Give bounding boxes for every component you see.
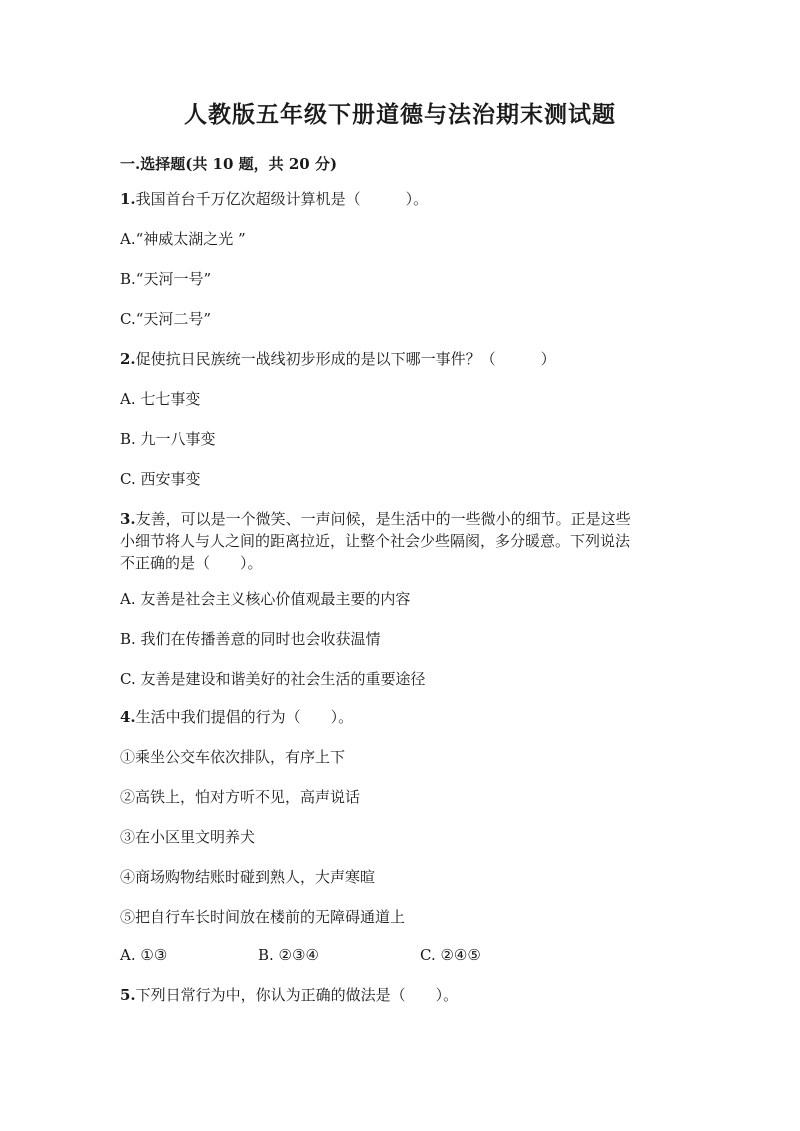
question-5 xyxy=(120,984,458,1006)
question-stem-line-1: 3.友善，可以是一个微笑、一声问候，是生活中的一些微小的细节。正是这些 xyxy=(120,510,631,528)
q3-option-b: B. 我们在传播善意的同时也会收获温情 xyxy=(120,630,381,648)
question-number: 3. xyxy=(120,510,136,528)
q4-item-4: ④商场购物结账时碰到熟人，大声寒暄 xyxy=(120,868,376,886)
q4-item-3: ③在小区里文明养犬 xyxy=(120,828,256,846)
q1-option-c: C.“天河二号” xyxy=(120,310,212,328)
question-4 xyxy=(120,706,353,728)
q2-option-a: A. 七七事变 xyxy=(120,390,201,408)
q4-option-b: B. ②③④ xyxy=(258,946,319,964)
q4-item-1: ①乘坐公交车依次排队，有序上下 xyxy=(120,748,346,766)
q4-item-5: ⑤把自行车长时间放在楼前的无障碍通道上 xyxy=(120,908,406,926)
question-stem-line-3: 不正确的是（ ）。 xyxy=(120,554,263,572)
question-3 xyxy=(120,508,685,574)
q4-option-a: A. ①③ xyxy=(120,946,168,964)
q3-option-a: A. 友善是社会主义核心价值观最主要的内容 xyxy=(120,590,411,608)
question-number: 4. xyxy=(120,708,136,726)
question-stem: 下列日常行为中，你认为正确的做法是（ ）。 xyxy=(135,986,459,1004)
q1-option-b: B.“天河一号” xyxy=(120,270,212,288)
q1-option-a: A.“神威太湖之光 ” xyxy=(120,230,246,248)
q4-item-2: ②高铁上，怕对方听不见，高声说话 xyxy=(120,788,361,806)
question-number: 5. xyxy=(120,986,136,1004)
q2-option-c: C. 西安事变 xyxy=(120,470,201,488)
question-stem-line-2: 小细节将人与人之间的距离拉近，让整个社会少些隔阂，多分暖意。下列说法 xyxy=(120,532,631,550)
section-heading: 一.选择题(共 10 题，共 20 分) xyxy=(120,155,338,173)
q3-option-c: C. 友善是建设和谐美好的社会生活的重要途径 xyxy=(120,670,426,688)
page-title: 人教版五年级下册道德与法治期末测试题 xyxy=(184,101,616,128)
question-2 xyxy=(120,348,556,370)
q2-option-b: B. 九一八事变 xyxy=(120,430,216,448)
q4-option-c: C. ②④⑤ xyxy=(420,946,481,964)
question-stem: 生活中我们提倡的行为（ ）。 xyxy=(135,708,354,726)
question-stem: 促使抗日民族统一战线初步形成的是以下哪一事件？（ ） xyxy=(135,350,556,368)
question-stem: 我国首台千万亿次超级计算机是（ ）。 xyxy=(135,190,429,208)
question-number: 2. xyxy=(120,350,136,368)
question-1 xyxy=(120,188,428,210)
question-number: 1. xyxy=(120,190,136,208)
